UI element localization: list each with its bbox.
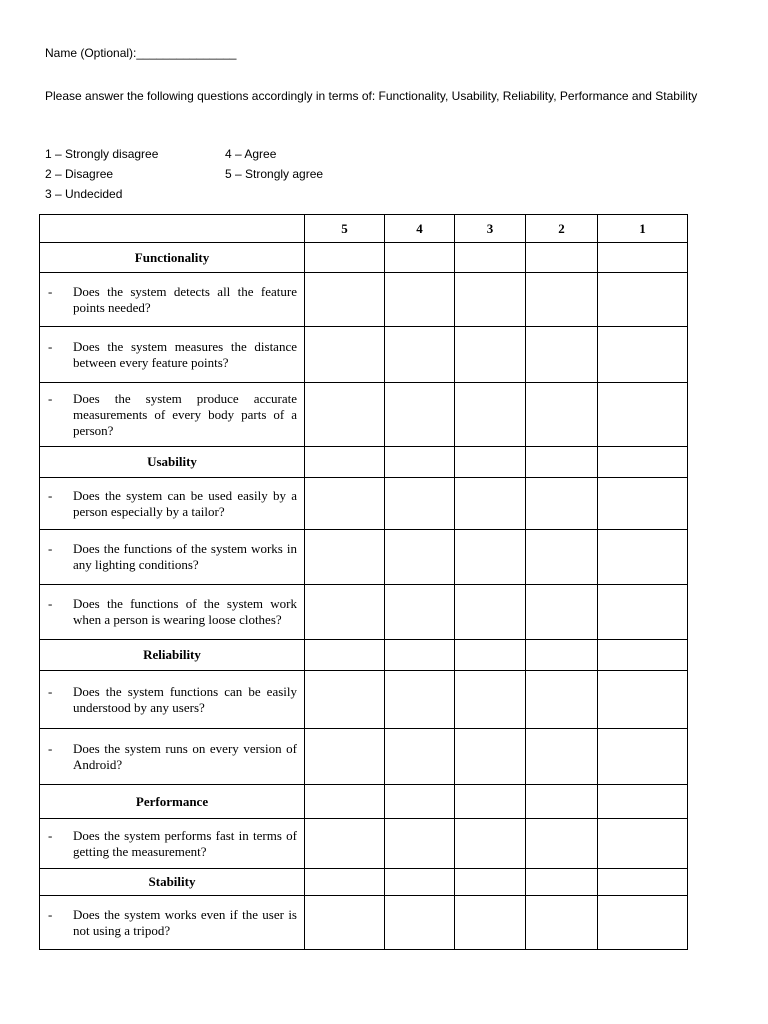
rating-cell-3[interactable]: [455, 530, 526, 585]
rating-cell-4[interactable]: [385, 585, 455, 640]
section-blank-cell-3: [455, 785, 526, 819]
rating-cell-5[interactable]: [305, 671, 385, 729]
column-header-4: 4: [385, 215, 455, 243]
question-cell: [40, 671, 305, 729]
rating-cell-1[interactable]: [598, 383, 688, 447]
bullet-dash: -: [48, 683, 53, 699]
scale-item-2: 2 – Disagree: [45, 167, 114, 181]
section-blank-cell-4: [385, 243, 455, 273]
column-header-5: 5: [305, 215, 385, 243]
rating-cell-3[interactable]: [455, 327, 526, 383]
scale-item-3: 3 – Undecided: [45, 187, 123, 201]
rating-cell-2[interactable]: [526, 383, 598, 447]
rating-cell-2[interactable]: [526, 729, 598, 785]
table-header-row: [40, 215, 688, 243]
bullet-dash: -: [48, 390, 53, 406]
section-label: Performance: [40, 785, 305, 819]
question-text: Does the system measures the distance between every feature points?: [73, 338, 297, 370]
section-row: [40, 243, 688, 273]
rating-cell-1[interactable]: [598, 478, 688, 530]
rating-cell-1[interactable]: [598, 327, 688, 383]
bullet-dash: -: [48, 827, 53, 843]
instructions-text: Please answer the following questions accordingly in terms of: Functionality, Usability, Reliability, Performance and Stability: [45, 89, 698, 103]
section-blank-cell-5: [305, 785, 385, 819]
question-cell: [40, 478, 305, 530]
section-blank-cell-3: [455, 243, 526, 273]
section-blank-cell-3: [455, 640, 526, 671]
rating-cell-1[interactable]: [598, 273, 688, 327]
rating-cell-2[interactable]: [526, 478, 598, 530]
section-blank-cell-5: [305, 243, 385, 273]
section-blank-cell-4: [385, 869, 455, 896]
rating-cell-4[interactable]: [385, 896, 455, 950]
question-cell: [40, 819, 305, 869]
section-blank-cell-2: [526, 640, 598, 671]
question-row: [40, 896, 688, 950]
section-label: Usability: [40, 447, 305, 478]
scale-item-1: 1 – Strongly disagree: [45, 147, 159, 161]
section-row: [40, 447, 688, 478]
question-cell: [40, 327, 305, 383]
rating-cell-1[interactable]: [598, 585, 688, 640]
section-label: Functionality: [40, 243, 305, 273]
question-text: Does the system functions can be easily understood by any users?: [73, 683, 297, 715]
question-text: Does the system works even if the user is not using a tripod?: [73, 906, 297, 938]
section-blank-cell-5: [305, 869, 385, 896]
rating-cell-2[interactable]: [526, 273, 598, 327]
question-cell: [40, 585, 305, 640]
scale-item-4: 4 – Agree: [225, 147, 277, 161]
question-row: [40, 530, 688, 585]
bullet-dash: -: [48, 541, 53, 556]
rating-cell-2[interactable]: [526, 819, 598, 869]
question-row: [40, 729, 688, 785]
rating-cell-2[interactable]: [526, 585, 598, 640]
question-row: [40, 327, 688, 383]
section-blank-cell-1: [598, 640, 688, 671]
section-blank-cell-2: [526, 447, 598, 478]
rating-cell-5[interactable]: [305, 530, 385, 585]
rating-cell-4[interactable]: [385, 819, 455, 869]
bullet-dash: -: [48, 338, 53, 354]
question-cell: [40, 273, 305, 327]
rating-cell-5[interactable]: [305, 585, 385, 640]
bullet-dash: -: [48, 283, 53, 299]
rating-cell-3[interactable]: [455, 585, 526, 640]
section-row: [40, 640, 688, 671]
section-blank-cell-1: [598, 243, 688, 273]
rating-cell-4[interactable]: [385, 530, 455, 585]
survey-table: [39, 214, 688, 950]
bullet-dash: -: [48, 596, 53, 611]
rating-cell-4[interactable]: [385, 478, 455, 530]
section-blank-cell-5: [305, 640, 385, 671]
rating-cell-5[interactable]: [305, 819, 385, 869]
column-header-3: 3: [455, 215, 526, 243]
question-cell: [40, 729, 305, 785]
section-blank-cell-1: [598, 447, 688, 478]
rating-cell-4[interactable]: [385, 383, 455, 447]
question-row: [40, 671, 688, 729]
rating-cell-2[interactable]: [526, 530, 598, 585]
question-text: Does the system can be used easily by a person especially by a tailor?: [73, 487, 297, 519]
bullet-dash: -: [48, 487, 53, 503]
rating-cell-1[interactable]: [598, 530, 688, 585]
rating-cell-2[interactable]: [526, 671, 598, 729]
section-blank-cell-4: [385, 640, 455, 671]
rating-cell-3[interactable]: [455, 671, 526, 729]
question-cell: [40, 530, 305, 585]
question-row: [40, 273, 688, 327]
question-text: Does the system runs on every version of Android?: [73, 740, 297, 772]
rating-cell-5[interactable]: [305, 327, 385, 383]
section-blank-cell-3: [455, 869, 526, 896]
section-blank-cell-1: [598, 869, 688, 896]
question-row: [40, 819, 688, 869]
section-blank-cell-2: [526, 869, 598, 896]
rating-cell-5[interactable]: [305, 273, 385, 327]
question-row: [40, 478, 688, 530]
rating-cell-2[interactable]: [526, 327, 598, 383]
rating-cell-3[interactable]: [455, 819, 526, 869]
section-blank-cell-1: [598, 785, 688, 819]
question-text: Does the system performs fast in terms of getting the measurement?: [73, 827, 297, 859]
rating-cell-3[interactable]: [455, 478, 526, 530]
section-row: [40, 869, 688, 896]
question-text: Does the functions of the system works in any lighting conditions?: [73, 541, 297, 572]
rating-cell-5[interactable]: [305, 478, 385, 530]
rating-cell-1[interactable]: [598, 671, 688, 729]
rating-cell-4[interactable]: [385, 729, 455, 785]
rating-cell-4[interactable]: [385, 273, 455, 327]
question-row: [40, 383, 688, 447]
rating-cell-3[interactable]: [455, 383, 526, 447]
question-row: [40, 585, 688, 640]
bullet-dash: -: [48, 906, 53, 922]
question-text: Does the functions of the system work when a person is wearing loose clothes?: [73, 596, 297, 627]
question-text: Does the system detects all the feature points needed?: [73, 283, 297, 315]
rating-cell-4[interactable]: [385, 327, 455, 383]
rating-cell-4[interactable]: [385, 671, 455, 729]
rating-cell-5[interactable]: [305, 729, 385, 785]
question-cell: [40, 896, 305, 950]
rating-cell-1[interactable]: [598, 896, 688, 950]
rating-cell-3[interactable]: [455, 273, 526, 327]
header-blank-cell: [40, 215, 305, 243]
name-field-label[interactable]: Name (Optional):_______________: [45, 46, 237, 60]
section-blank-cell-4: [385, 447, 455, 478]
section-label: Stability: [40, 869, 305, 896]
section-blank-cell-5: [305, 447, 385, 478]
scale-item-5: 5 – Strongly agree: [225, 167, 324, 181]
section-blank-cell-3: [455, 447, 526, 478]
rating-cell-1[interactable]: [598, 819, 688, 869]
question-text: Does the system produce accurate measurements of every body parts of a person?: [73, 390, 297, 438]
rating-cell-1[interactable]: [598, 729, 688, 785]
section-blank-cell-2: [526, 785, 598, 819]
section-blank-cell-2: [526, 243, 598, 273]
rating-cell-5[interactable]: [305, 383, 385, 447]
section-label: Reliability: [40, 640, 305, 671]
rating-cell-5[interactable]: [305, 896, 385, 950]
section-blank-cell-4: [385, 785, 455, 819]
column-header-2: 2: [526, 215, 598, 243]
question-cell: [40, 383, 305, 447]
rating-cell-3[interactable]: [455, 729, 526, 785]
rating-cell-2[interactable]: [526, 896, 598, 950]
rating-cell-3[interactable]: [455, 896, 526, 950]
column-header-1: 1: [598, 215, 688, 243]
bullet-dash: -: [48, 740, 53, 756]
section-row: [40, 785, 688, 819]
